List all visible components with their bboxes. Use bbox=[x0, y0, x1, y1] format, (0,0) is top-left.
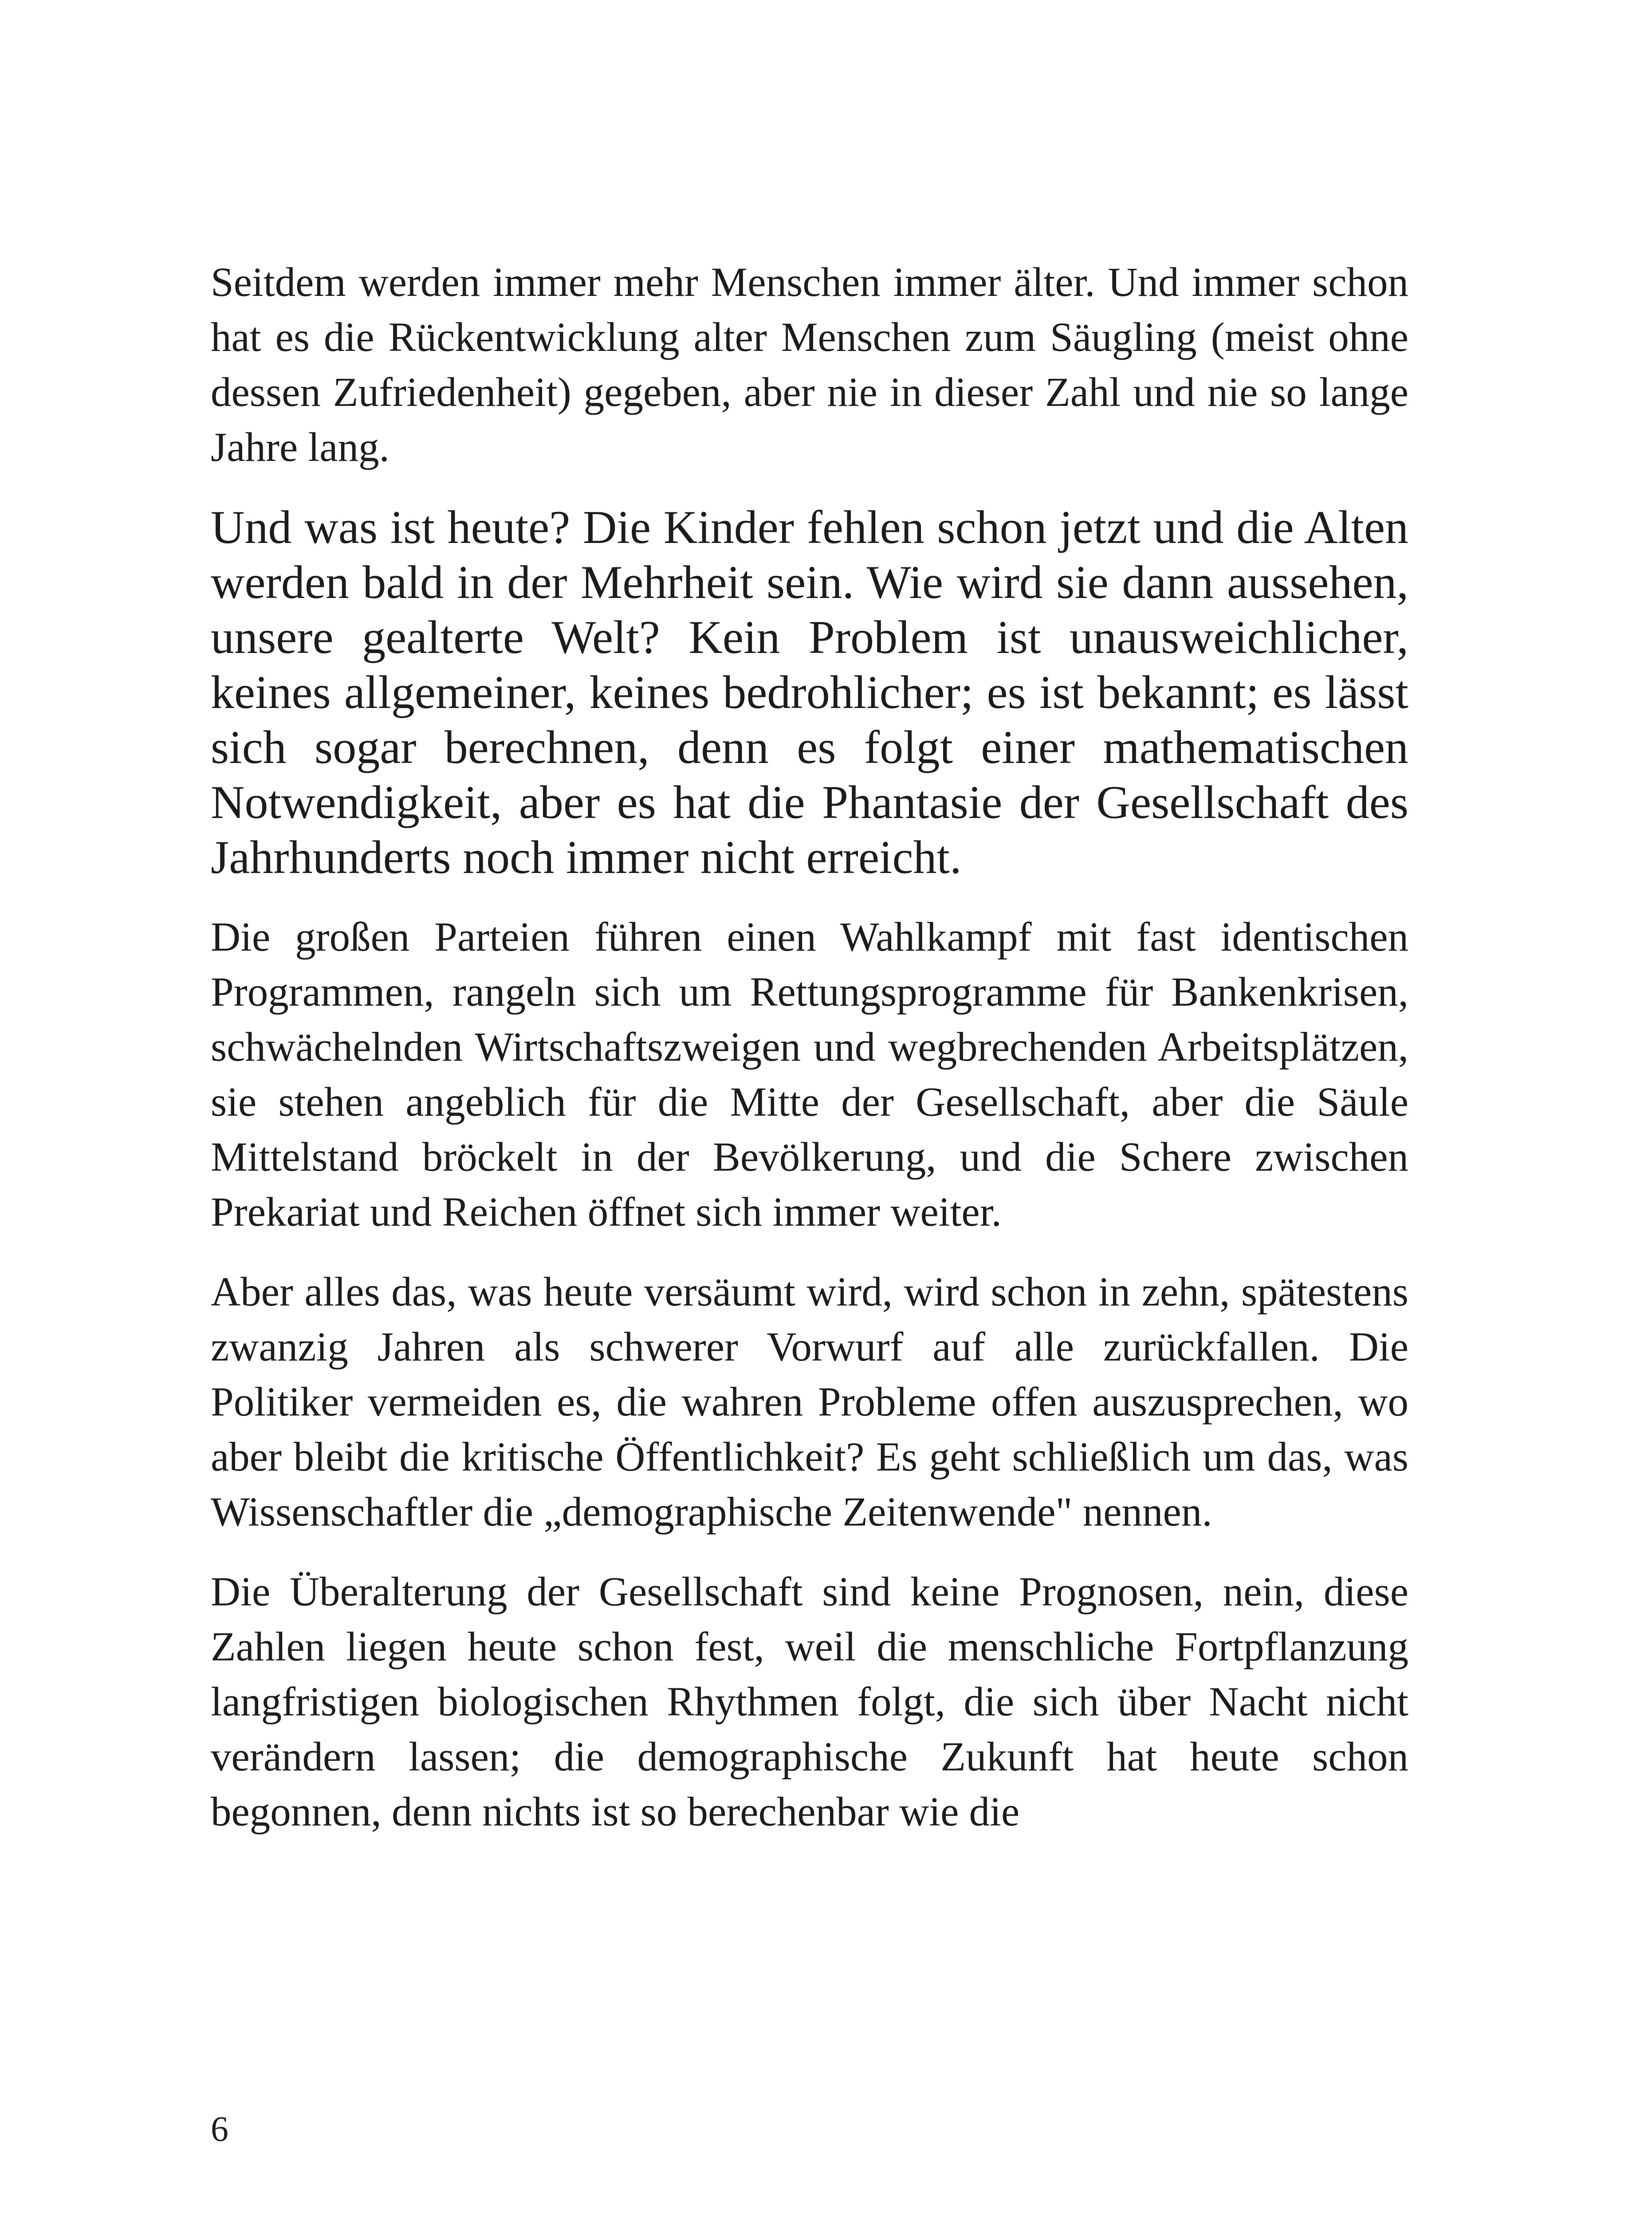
body-text bbox=[211, 255, 1408, 1864]
paragraph-1: Seitdem werden immer mehr Menschen immer älter. Und immer schon hat es die Rückentwicklung alter Menschen zum Säugling (meist ohne dessen Zufriedenheit) gegeben, aber nie in dieser Zahl und nie so lange Jahre lang. bbox=[211, 260, 1408, 470]
paragraph-5: Die Überalterung der Gesellschaft sind keine Prognosen, nein, diese Zahlen liegen heute schon fest, weil die menschliche Fortpflanzung langfristigen biologischen Rhythmen folgt, die sich über Nacht nicht verändern lassen; die demographische Zukunft hat heute schon begonnen, denn nichts ist so berechenbar wie die bbox=[211, 1569, 1408, 1835]
page-number: 6 bbox=[211, 2110, 228, 2149]
paragraph-2: Und was ist heute? Die Kinder fehlen schon jetzt und die Alten werden bald in der Mehrheit sein. Wie wird sie dann aussehen, unsere gealterte Welt? Kein Problem ist unausweichlicher, keines allgemeiner, keines bedrohlicher; es ist bekannt; es lässt sich sogar berechnen, denn es folgt einer mathematischen Notwendigkeit, aber es hat die Phantasie der Gesellschaft des Jahrhunderts noch immer nicht erreicht. bbox=[211, 501, 1408, 883]
paragraph-3: Die großen Parteien führen einen Wahlkampf mit fast identischen Programmen, rangeln sich um Rettungsprogramme für Bankenkrisen, schwächelnden Wirtschaftszweigen und wegbrechenden Arbeitsplätzen, sie stehen angeblich für die Mitte der Gesellschaft, aber die Säule Mittelstand bröckelt in der Bevölkerung, und die Schere zwischen Prekariat und Reichen öffnet sich immer weiter. bbox=[211, 914, 1408, 1235]
paragraph-4: Aber alles das, was heute versäumt wird, wird schon in zehn, spätestens zwanzig Jahren als schwerer Vorwurf auf alle zurückfallen. Die Politiker vermeiden es, die wahren Probleme offen auszusprechen, wo aber bleibt die kritische Öffentlichkeit? Es geht schließlich um das, was Wissenschaftler die „demographische Zeitenwende" nennen. bbox=[211, 1269, 1408, 1535]
